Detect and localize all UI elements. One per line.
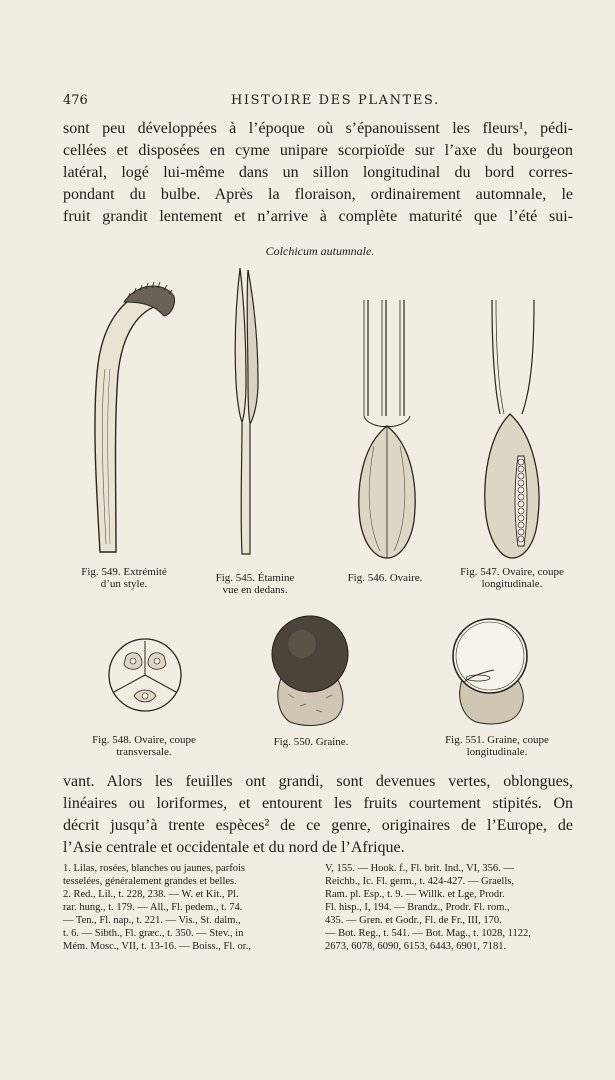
footnote-line: — Ten., Fl. nap., t. 221. — Vis., St. dalm., — [63, 915, 241, 926]
footnote-line: Fl. hisp., I, 194. — Brandz., Prodr. Fl. rom., — [325, 902, 510, 913]
footnote-line: t. 6. — Sibth., Fl. græc., t. 350. — Stev., in — [63, 928, 244, 939]
text-line: l’Asie centrale et occidentale et du nord de l’Afrique. — [63, 839, 405, 856]
footnote-line: 2. Red., Lil., t. 228, 238. — W. et Kit., Pl. — [63, 889, 239, 900]
ovary-transverse-section-illustration — [104, 634, 186, 716]
body-text-top — [63, 118, 573, 228]
text-line: fruit grandit lentement et n’arrive à complète maturité que l’été sui- — [63, 208, 573, 225]
figure-caption: Fig. 550. Graine. — [273, 736, 349, 748]
figure-caption: Fig. 545. Étamine vue en dedans. — [215, 572, 295, 596]
page-header — [63, 93, 573, 111]
footnotes-left-column — [63, 862, 309, 953]
text-line: pondant du bulbe. Après la floraison, ordinairement automnale, le — [63, 186, 573, 203]
footnote-line: V, 155. — Hook. f., Fl. brit. Ind., VI, 356. — — [325, 863, 514, 874]
figure-caption: Fig. 546. Ovaire. — [347, 572, 423, 584]
plate-title: Colchicum autumnale. — [265, 244, 375, 258]
ovary-section-illustration — [478, 296, 548, 566]
body-text-bottom — [63, 771, 573, 859]
ovary-illustration — [352, 296, 422, 566]
seed-section-illustration — [448, 616, 532, 726]
figure-caption: Fig. 548. Ovaire, coupe transversale. — [92, 734, 196, 758]
page-number: 476 — [63, 93, 88, 108]
figure-caption: Fig. 549. Extrémité d’un style. — [81, 566, 167, 590]
text-line: sont peu développées à l’époque où s’épanouissent les fleurs¹, pédi- — [63, 120, 573, 137]
figure-caption: Fig. 547. Ovaire, coupe longitudinale. — [460, 566, 564, 590]
footnote-line: tesselées, généralement grandes et belles. — [63, 876, 237, 887]
style-tip-illustration — [78, 274, 178, 559]
footnote-line: 2673, 6078, 6090, 6153, 6443, 6901, 7181. — [325, 941, 507, 952]
text-line: latéral, logé lui-même dans un sillon longitudinal du bord corres- — [63, 164, 573, 181]
footnote-line: 1. Lilas, rosées, blanches ou jaunes, parfois — [63, 863, 245, 874]
text-line: linéaires ou loriformes, et entourent les fruits courtement stipités. On — [63, 795, 573, 812]
footnote-line: rar. hung., t. 179. — All., Fl. pedem., t. 74. — [63, 902, 243, 913]
text-line: vant. Alors les feuilles ont grandi, sont devenues vertes, oblongues, — [63, 773, 573, 790]
footnote-line: Reichb., Ic. Fl. germ., t. 424-427. — Graells, — [325, 876, 514, 887]
running-title: HISTOIRE DES PLANTES. — [231, 93, 440, 108]
footnote-line: Ram. pl. Esp., t. 9. — Willk. et Lge, Prodr. — [325, 889, 505, 900]
text-line: décrit jusqu’à trente espèces² de ce genre, originaires de l’Europe, de — [63, 817, 573, 834]
text-line: cellées et disposées en cyme unipare scorpioïde sur l’axe du bourgeon — [63, 142, 573, 159]
illustration-plate — [60, 238, 580, 763]
footnote-line: — Bot. Reg., t. 541. — Bot. Mag., t. 1028, 1122, — [325, 928, 531, 939]
figure-caption: Fig. 551. Graine, coupe longitudinale. — [445, 734, 549, 758]
stamen-illustration — [228, 262, 278, 562]
footnote-line: 435. — Gren. et Godr., Fl. de Fr., III, 170. — [325, 915, 502, 926]
footnotes-right-column — [325, 862, 571, 953]
footnote-line: Mém. Mosc., VII, t. 13-16. — Boiss., Fl. or., — [63, 941, 251, 952]
seed-illustration — [266, 614, 356, 728]
